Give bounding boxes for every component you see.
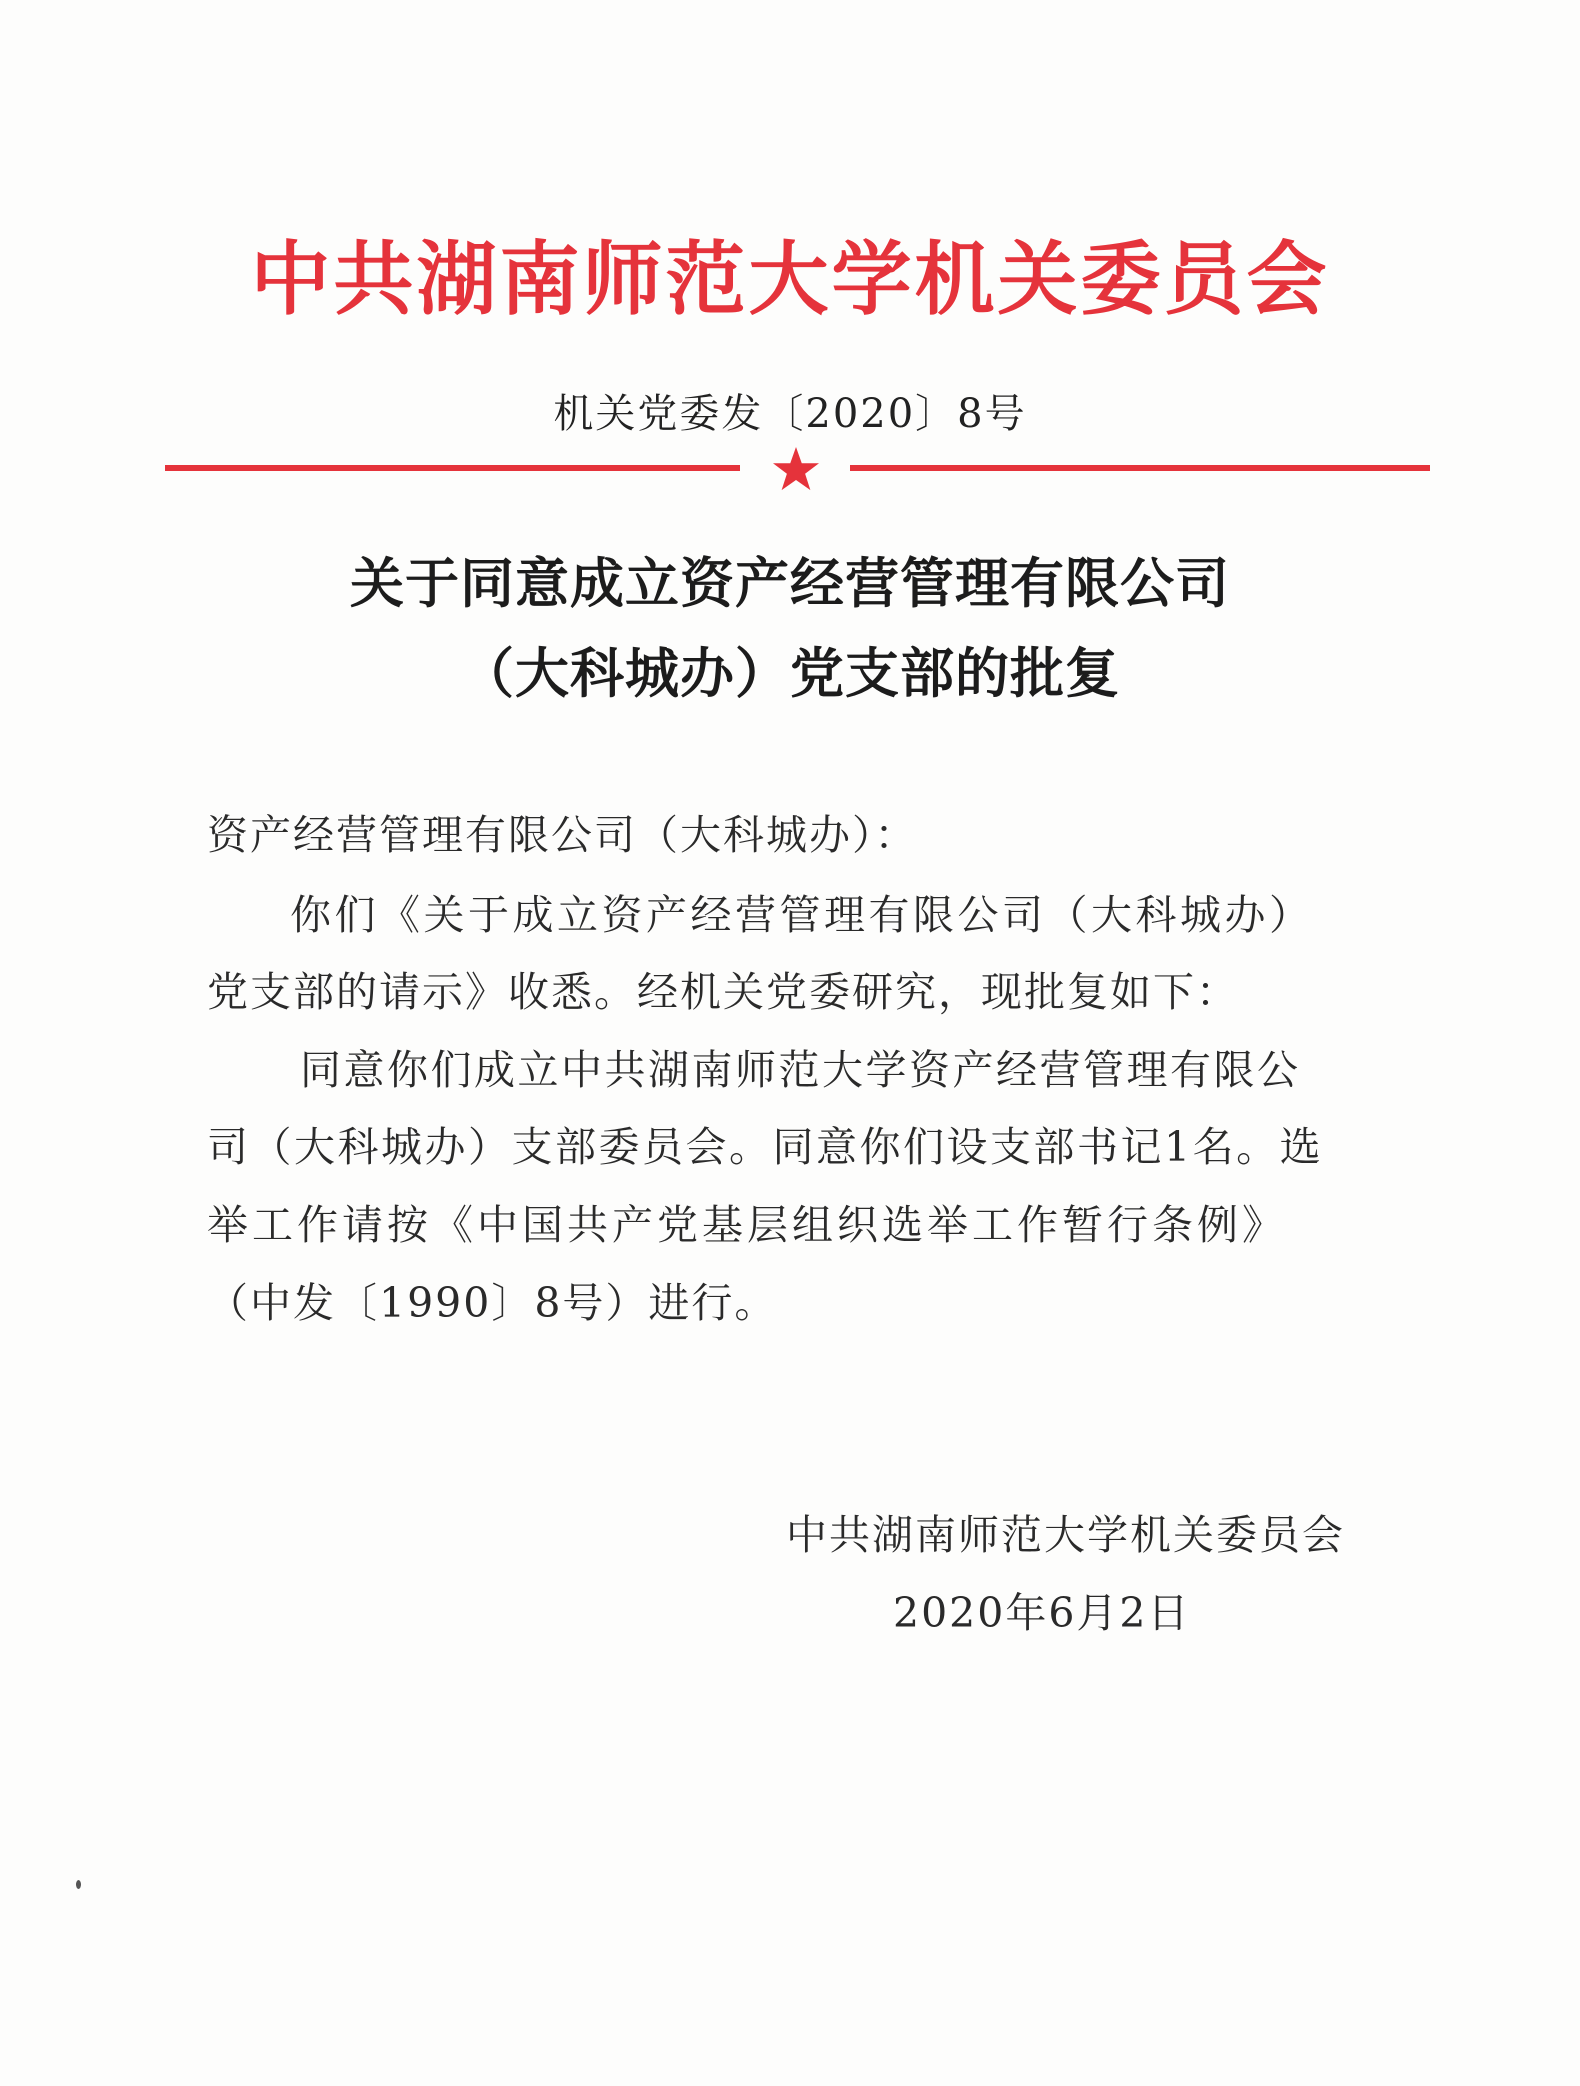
- document-title-line-1: 关于同意成立资产经营管理有限公司: [350, 551, 1230, 615]
- paragraph-1-line-1: 你们《关于成立资产经营管理有限公司（大科城办）: [290, 891, 1314, 939]
- document-title-line-2: （大科城办）党支部的批复: [460, 641, 1120, 705]
- document-number: 机关党委发〔2020〕8号: [553, 391, 1027, 437]
- paragraph-2-line-3: 举工作请按《中国共产党基层组织选举工作暂行条例》: [207, 1201, 1287, 1249]
- paragraph-2-line-2: 司（大科城办）支部委员会。同意你们设支部书记1名。选: [207, 1123, 1324, 1171]
- paragraph-1-line-2: 党支部的请示》收悉。经机关党委研究，现批复如下：: [207, 968, 1239, 1016]
- paragraph-2-line-4: （中发〔1990〕8号）进行。: [207, 1279, 778, 1327]
- signature-date: 2020年6月2日: [893, 1589, 1191, 1637]
- signature-organization: 中共湖南师范大学机关委员会: [786, 1511, 1345, 1559]
- scan-speck: [76, 1880, 81, 1889]
- paragraph-2-line-1: 同意你们成立中共湖南师范大学资产经营管理有限公: [300, 1046, 1301, 1094]
- red-divider-right: [850, 465, 1430, 471]
- addressee: 资产经营管理有限公司（大科城办）：: [207, 811, 918, 859]
- red-star-icon: [772, 446, 820, 492]
- red-divider-left: [165, 465, 740, 471]
- issuing-organization-header: 中共湖南师范大学机关委员会: [250, 233, 1330, 326]
